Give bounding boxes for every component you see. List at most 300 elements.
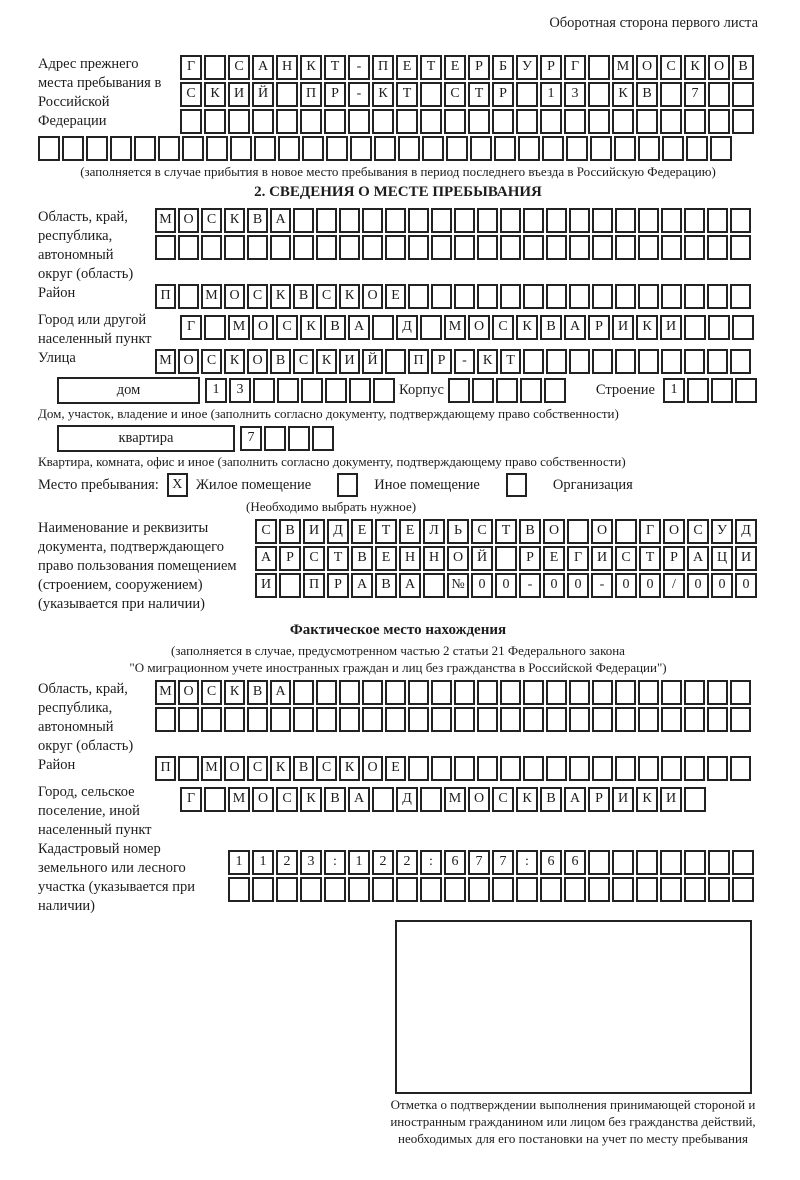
grid-cell[interactable]: К <box>636 315 658 340</box>
grid-cell[interactable]: - <box>519 573 541 598</box>
grid-cell[interactable]: С <box>276 315 298 340</box>
grid-cell[interactable] <box>155 707 176 732</box>
grid-cell[interactable]: К <box>300 787 322 812</box>
grid-cell[interactable]: 2 <box>396 850 418 875</box>
grid-cell[interactable] <box>182 136 204 161</box>
grid-cell[interactable] <box>660 109 682 134</box>
grid-cell[interactable] <box>339 235 360 260</box>
grid-cell[interactable]: Д <box>396 787 418 812</box>
grid-cell[interactable] <box>732 109 754 134</box>
grid-cell[interactable]: С <box>615 546 637 571</box>
grid-cell[interactable] <box>206 136 228 161</box>
grid-cell[interactable]: М <box>228 315 250 340</box>
grid-cell[interactable] <box>270 707 291 732</box>
grid-cell[interactable] <box>588 850 610 875</box>
grid-cell[interactable]: Р <box>468 55 490 80</box>
grid-cell[interactable]: К <box>270 756 291 781</box>
grid-cell[interactable]: А <box>564 315 586 340</box>
grid-cell[interactable]: И <box>612 787 634 812</box>
grid-cell[interactable] <box>470 136 492 161</box>
grid-cell[interactable]: С <box>201 208 222 233</box>
grid-cell[interactable] <box>638 756 659 781</box>
grid-cell[interactable] <box>312 426 334 451</box>
grid-cell[interactable] <box>224 235 245 260</box>
grid-cell[interactable] <box>661 284 682 309</box>
grid-cell[interactable]: Г <box>180 315 202 340</box>
grid-cell[interactable]: К <box>224 349 245 374</box>
grid-cell[interactable]: Т <box>495 519 517 544</box>
grid-cell[interactable]: Т <box>375 519 397 544</box>
grid-cell[interactable]: 0 <box>687 573 709 598</box>
grid-cell[interactable] <box>661 756 682 781</box>
grid-cell[interactable]: М <box>155 349 176 374</box>
grid-cell[interactable] <box>615 680 636 705</box>
grid-cell[interactable] <box>454 707 475 732</box>
grid-cell[interactable] <box>477 707 498 732</box>
grid-cell[interactable]: Р <box>588 787 610 812</box>
grid-cell[interactable]: Е <box>396 55 418 80</box>
grid-cell[interactable] <box>592 284 613 309</box>
grid-cell[interactable]: О <box>252 787 274 812</box>
grid-cell[interactable] <box>339 707 360 732</box>
grid-cell[interactable] <box>372 877 394 902</box>
grid-cell[interactable]: С <box>247 756 268 781</box>
grid-cell[interactable] <box>431 756 452 781</box>
grid-cell[interactable]: С <box>201 349 222 374</box>
grid-cell[interactable] <box>316 235 337 260</box>
grid-cell[interactable] <box>301 378 323 403</box>
grid-cell[interactable]: Т <box>324 55 346 80</box>
grid-cell[interactable]: Т <box>396 82 418 107</box>
grid-cell[interactable]: В <box>519 519 541 544</box>
grid-cell[interactable]: И <box>339 349 360 374</box>
grid-cell[interactable] <box>444 877 466 902</box>
grid-cell[interactable] <box>636 109 658 134</box>
grid-cell[interactable] <box>350 136 372 161</box>
grid-cell[interactable] <box>661 707 682 732</box>
grid-cell[interactable] <box>730 756 751 781</box>
grid-cell[interactable]: М <box>155 680 176 705</box>
grid-cell[interactable]: : <box>324 850 346 875</box>
grid-cell[interactable]: Г <box>567 546 589 571</box>
grid-cell[interactable] <box>300 109 322 134</box>
grid-cell[interactable]: О <box>636 55 658 80</box>
grid-cell[interactable] <box>638 680 659 705</box>
grid-cell[interactable] <box>592 208 613 233</box>
grid-cell[interactable] <box>288 426 310 451</box>
grid-cell[interactable]: Т <box>327 546 349 571</box>
grid-cell[interactable] <box>518 136 540 161</box>
grid-cell[interactable] <box>279 573 301 598</box>
grid-cell[interactable] <box>178 284 199 309</box>
grid-cell[interactable] <box>500 284 521 309</box>
grid-cell[interactable] <box>516 82 538 107</box>
grid-cell[interactable]: Н <box>423 546 445 571</box>
grid-cell[interactable] <box>523 235 544 260</box>
grid-cell[interactable]: В <box>247 680 268 705</box>
grid-cell[interactable]: 1 <box>540 82 562 107</box>
grid-cell[interactable] <box>372 787 394 812</box>
grid-cell[interactable] <box>477 284 498 309</box>
grid-cell[interactable]: О <box>178 680 199 705</box>
grid-cell[interactable]: Р <box>519 546 541 571</box>
grid-cell[interactable] <box>252 109 274 134</box>
grid-cell[interactable] <box>546 756 567 781</box>
grid-cell[interactable] <box>520 378 542 403</box>
grid-cell[interactable] <box>588 109 610 134</box>
grid-cell[interactable]: 3 <box>229 378 251 403</box>
grid-cell[interactable] <box>276 877 298 902</box>
grid-cell[interactable] <box>615 284 636 309</box>
grid-cell[interactable]: Р <box>279 546 301 571</box>
grid-cell[interactable]: Е <box>543 546 565 571</box>
grid-cell[interactable]: И <box>660 787 682 812</box>
grid-cell[interactable] <box>569 208 590 233</box>
grid-cell[interactable] <box>684 877 706 902</box>
grid-cell[interactable] <box>408 284 429 309</box>
grid-cell[interactable] <box>684 707 705 732</box>
grid-cell[interactable]: А <box>348 787 370 812</box>
grid-cell[interactable] <box>730 208 751 233</box>
grid-cell[interactable] <box>420 787 442 812</box>
grid-cell[interactable]: Р <box>492 82 514 107</box>
grid-cell[interactable]: 7 <box>468 850 490 875</box>
grid-cell[interactable]: 1 <box>348 850 370 875</box>
grid-cell[interactable] <box>711 378 733 403</box>
grid-cell[interactable] <box>264 426 286 451</box>
grid-cell[interactable] <box>496 378 518 403</box>
grid-cell[interactable] <box>732 82 754 107</box>
grid-cell[interactable] <box>710 136 732 161</box>
grid-cell[interactable]: Е <box>385 284 406 309</box>
grid-cell[interactable]: 0 <box>615 573 637 598</box>
grid-cell[interactable]: Ь <box>447 519 469 544</box>
grid-cell[interactable] <box>684 850 706 875</box>
grid-cell[interactable]: С <box>492 315 514 340</box>
grid-cell[interactable]: 1 <box>252 850 274 875</box>
grid-cell[interactable] <box>362 235 383 260</box>
grid-cell[interactable] <box>523 284 544 309</box>
grid-cell[interactable]: С <box>316 284 337 309</box>
grid-cell[interactable] <box>730 680 751 705</box>
grid-cell[interactable]: С <box>180 82 202 107</box>
grid-cell[interactable] <box>638 235 659 260</box>
grid-cell[interactable] <box>546 208 567 233</box>
grid-cell[interactable] <box>546 707 567 732</box>
grid-cell[interactable] <box>546 235 567 260</box>
grid-cell[interactable]: И <box>735 546 757 571</box>
grid-cell[interactable]: А <box>255 546 277 571</box>
grid-cell[interactable] <box>542 136 564 161</box>
grid-cell[interactable] <box>638 707 659 732</box>
grid-cell[interactable]: П <box>408 349 429 374</box>
grid-cell[interactable]: О <box>447 546 469 571</box>
grid-cell[interactable]: Е <box>351 519 373 544</box>
grid-cell[interactable] <box>492 877 514 902</box>
grid-cell[interactable] <box>385 680 406 705</box>
grid-cell[interactable]: Е <box>399 519 421 544</box>
grid-cell[interactable]: 3 <box>300 850 322 875</box>
grid-cell[interactable] <box>638 136 660 161</box>
grid-cell[interactable]: П <box>155 756 176 781</box>
other-premises-checkbox[interactable] <box>337 473 358 497</box>
grid-cell[interactable]: С <box>228 55 250 80</box>
grid-cell[interactable] <box>385 349 406 374</box>
grid-cell[interactable]: А <box>351 573 373 598</box>
grid-cell[interactable]: А <box>270 208 291 233</box>
grid-cell[interactable]: 0 <box>471 573 493 598</box>
grid-cell[interactable] <box>708 877 730 902</box>
grid-cell[interactable] <box>500 707 521 732</box>
grid-cell[interactable] <box>592 235 613 260</box>
grid-cell[interactable] <box>564 109 586 134</box>
grid-cell[interactable]: М <box>201 756 222 781</box>
grid-cell[interactable]: 1 <box>228 850 250 875</box>
grid-cell[interactable] <box>708 850 730 875</box>
grid-cell[interactable] <box>339 208 360 233</box>
grid-cell[interactable]: У <box>516 55 538 80</box>
grid-cell[interactable] <box>316 208 337 233</box>
grid-cell[interactable] <box>110 136 132 161</box>
grid-cell[interactable] <box>422 136 444 161</box>
grid-cell[interactable] <box>615 208 636 233</box>
grid-cell[interactable]: И <box>591 546 613 571</box>
grid-cell[interactable] <box>431 208 452 233</box>
grid-cell[interactable] <box>495 546 517 571</box>
grid-cell[interactable] <box>201 707 222 732</box>
grid-cell[interactable] <box>638 349 659 374</box>
grid-cell[interactable]: А <box>348 315 370 340</box>
grid-cell[interactable]: И <box>660 315 682 340</box>
grid-cell[interactable]: Р <box>663 546 685 571</box>
grid-cell[interactable]: М <box>201 284 222 309</box>
grid-cell[interactable] <box>569 707 590 732</box>
grid-cell[interactable] <box>420 109 442 134</box>
grid-cell[interactable] <box>615 235 636 260</box>
grid-cell[interactable] <box>247 707 268 732</box>
grid-cell[interactable]: П <box>300 82 322 107</box>
grid-cell[interactable]: - <box>591 573 613 598</box>
grid-cell[interactable]: К <box>316 349 337 374</box>
grid-cell[interactable] <box>408 756 429 781</box>
grid-cell[interactable]: И <box>612 315 634 340</box>
grid-cell[interactable]: В <box>293 756 314 781</box>
grid-cell[interactable] <box>592 680 613 705</box>
grid-cell[interactable]: А <box>252 55 274 80</box>
grid-cell[interactable] <box>500 680 521 705</box>
grid-cell[interactable]: К <box>224 208 245 233</box>
grid-cell[interactable]: М <box>228 787 250 812</box>
grid-cell[interactable]: С <box>293 349 314 374</box>
grid-cell[interactable]: Д <box>396 315 418 340</box>
grid-cell[interactable] <box>276 82 298 107</box>
grid-cell[interactable] <box>316 707 337 732</box>
grid-cell[interactable]: С <box>201 680 222 705</box>
grid-cell[interactable]: Л <box>423 519 445 544</box>
grid-cell[interactable]: О <box>591 519 613 544</box>
grid-cell[interactable]: В <box>540 315 562 340</box>
grid-cell[interactable] <box>224 707 245 732</box>
grid-cell[interactable]: 6 <box>564 850 586 875</box>
grid-cell[interactable]: И <box>303 519 325 544</box>
grid-cell[interactable] <box>254 136 276 161</box>
grid-cell[interactable] <box>707 235 728 260</box>
grid-cell[interactable]: У <box>711 519 733 544</box>
grid-cell[interactable] <box>423 573 445 598</box>
grid-cell[interactable] <box>707 284 728 309</box>
grid-cell[interactable] <box>372 315 394 340</box>
grid-cell[interactable]: Г <box>180 787 202 812</box>
grid-cell[interactable]: А <box>687 546 709 571</box>
grid-cell[interactable] <box>684 349 705 374</box>
grid-cell[interactable] <box>523 680 544 705</box>
grid-cell[interactable]: О <box>468 315 490 340</box>
grid-cell[interactable] <box>253 378 275 403</box>
grid-cell[interactable]: К <box>300 55 322 80</box>
grid-cell[interactable]: С <box>255 519 277 544</box>
grid-cell[interactable] <box>564 877 586 902</box>
grid-cell[interactable] <box>293 235 314 260</box>
grid-cell[interactable] <box>660 850 682 875</box>
grid-cell[interactable]: П <box>303 573 325 598</box>
grid-cell[interactable] <box>349 378 371 403</box>
grid-cell[interactable] <box>468 109 490 134</box>
organization-checkbox[interactable] <box>506 473 527 497</box>
grid-cell[interactable] <box>588 82 610 107</box>
grid-cell[interactable]: П <box>155 284 176 309</box>
grid-cell[interactable]: В <box>732 55 754 80</box>
grid-cell[interactable] <box>684 787 706 812</box>
grid-cell[interactable]: О <box>247 349 268 374</box>
grid-cell[interactable] <box>180 109 202 134</box>
grid-cell[interactable] <box>454 208 475 233</box>
grid-cell[interactable] <box>477 208 498 233</box>
grid-cell[interactable] <box>684 109 706 134</box>
grid-cell[interactable]: Г <box>180 55 202 80</box>
grid-cell[interactable] <box>730 349 751 374</box>
grid-cell[interactable] <box>660 82 682 107</box>
grid-cell[interactable] <box>523 208 544 233</box>
grid-cell[interactable]: / <box>663 573 685 598</box>
grid-cell[interactable] <box>523 756 544 781</box>
grid-cell[interactable] <box>708 315 730 340</box>
grid-cell[interactable]: В <box>351 546 373 571</box>
grid-cell[interactable] <box>454 284 475 309</box>
grid-cell[interactable]: К <box>300 315 322 340</box>
grid-cell[interactable] <box>326 136 348 161</box>
grid-cell[interactable] <box>732 877 754 902</box>
grid-cell[interactable]: № <box>447 573 469 598</box>
grid-cell[interactable] <box>454 235 475 260</box>
grid-cell[interactable] <box>708 82 730 107</box>
grid-cell[interactable]: О <box>708 55 730 80</box>
grid-cell[interactable]: Т <box>468 82 490 107</box>
grid-cell[interactable] <box>684 680 705 705</box>
grid-cell[interactable]: К <box>339 284 360 309</box>
grid-cell[interactable] <box>523 707 544 732</box>
grid-cell[interactable] <box>472 378 494 403</box>
grid-cell[interactable] <box>569 680 590 705</box>
grid-cell[interactable] <box>228 877 250 902</box>
grid-cell[interactable] <box>408 680 429 705</box>
grid-cell[interactable] <box>178 235 199 260</box>
grid-cell[interactable] <box>324 877 346 902</box>
grid-cell[interactable] <box>431 707 452 732</box>
grid-cell[interactable]: Й <box>252 82 274 107</box>
grid-cell[interactable] <box>730 284 751 309</box>
grid-cell[interactable]: О <box>543 519 565 544</box>
grid-cell[interactable]: С <box>303 546 325 571</box>
grid-cell[interactable] <box>204 55 226 80</box>
grid-cell[interactable] <box>396 109 418 134</box>
grid-cell[interactable]: С <box>444 82 466 107</box>
grid-cell[interactable] <box>204 787 226 812</box>
grid-cell[interactable] <box>707 756 728 781</box>
grid-cell[interactable]: В <box>247 208 268 233</box>
grid-cell[interactable]: - <box>454 349 475 374</box>
grid-cell[interactable] <box>590 136 612 161</box>
grid-cell[interactable]: И <box>255 573 277 598</box>
grid-cell[interactable] <box>708 109 730 134</box>
grid-cell[interactable] <box>134 136 156 161</box>
grid-cell[interactable] <box>373 378 395 403</box>
grid-cell[interactable]: Т <box>420 55 442 80</box>
grid-cell[interactable]: Е <box>444 55 466 80</box>
grid-cell[interactable] <box>398 136 420 161</box>
grid-cell[interactable]: Р <box>431 349 452 374</box>
grid-cell[interactable]: - <box>348 82 370 107</box>
grid-cell[interactable]: 0 <box>495 573 517 598</box>
grid-cell[interactable] <box>684 235 705 260</box>
grid-cell[interactable] <box>684 208 705 233</box>
grid-cell[interactable] <box>612 109 634 134</box>
grid-cell[interactable]: С <box>276 787 298 812</box>
grid-cell[interactable]: М <box>444 315 466 340</box>
grid-cell[interactable]: М <box>444 787 466 812</box>
grid-cell[interactable]: В <box>279 519 301 544</box>
grid-cell[interactable]: О <box>252 315 274 340</box>
grid-cell[interactable]: В <box>270 349 291 374</box>
grid-cell[interactable]: С <box>492 787 514 812</box>
grid-cell[interactable] <box>732 850 754 875</box>
grid-cell[interactable] <box>592 349 613 374</box>
grid-cell[interactable]: Н <box>399 546 421 571</box>
grid-cell[interactable] <box>684 315 706 340</box>
grid-cell[interactable]: Д <box>327 519 349 544</box>
grid-cell[interactable]: В <box>324 787 346 812</box>
grid-cell[interactable] <box>302 136 324 161</box>
grid-cell[interactable] <box>201 235 222 260</box>
grid-cell[interactable] <box>155 235 176 260</box>
grid-cell[interactable] <box>592 756 613 781</box>
grid-cell[interactable]: Т <box>639 546 661 571</box>
grid-cell[interactable] <box>500 208 521 233</box>
grid-cell[interactable]: О <box>178 208 199 233</box>
grid-cell[interactable] <box>293 208 314 233</box>
grid-cell[interactable]: К <box>477 349 498 374</box>
grid-cell[interactable] <box>707 208 728 233</box>
grid-cell[interactable] <box>247 235 268 260</box>
grid-cell[interactable] <box>540 109 562 134</box>
grid-cell[interactable]: О <box>468 787 490 812</box>
grid-cell[interactable]: К <box>204 82 226 107</box>
grid-cell[interactable]: В <box>375 573 397 598</box>
grid-cell[interactable] <box>278 136 300 161</box>
grid-cell[interactable]: К <box>339 756 360 781</box>
grid-cell[interactable]: Г <box>639 519 661 544</box>
grid-cell[interactable]: К <box>224 680 245 705</box>
grid-cell[interactable]: С <box>687 519 709 544</box>
